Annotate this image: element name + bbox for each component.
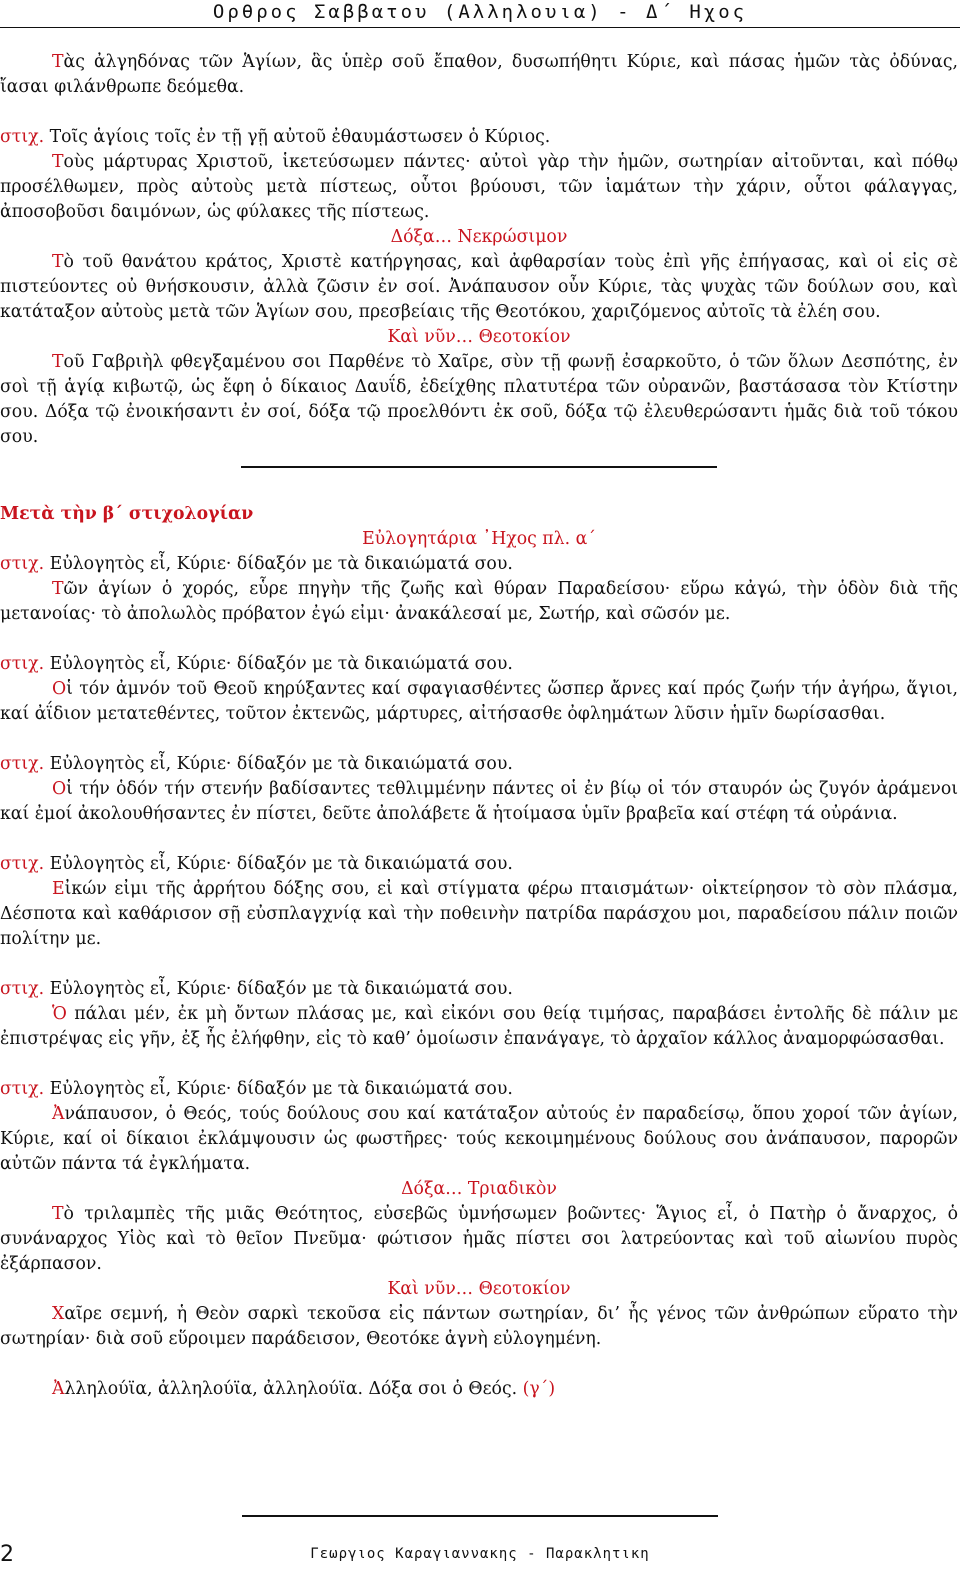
verse-prefix: στιχ. (0, 854, 45, 874)
verse-prefix: στιχ. (0, 1079, 45, 1099)
alleluia-line (0, 1377, 958, 1402)
verse-text: Εὐλογητὸς εἶ, Κύριε· δίδαξόν με τὰ δικαιώματά σου. (44, 654, 513, 674)
drop-initial: Τ (52, 352, 64, 372)
troparion (0, 1302, 958, 1352)
repeat-marker: (γ΄) (522, 1379, 556, 1399)
verse-line (0, 852, 958, 877)
spacer (0, 1352, 958, 1377)
drop-initial: Τ (52, 52, 64, 72)
section-heading: Εὐλογητάρια ᾿Ηχος πλ. α΄ (362, 529, 596, 549)
verse-prefix: στιχ. (0, 554, 45, 574)
troparion (0, 777, 958, 827)
verse-prefix: στιχ. (0, 754, 45, 774)
verse-prefix: στιχ. (0, 654, 45, 674)
verse-line (0, 552, 958, 577)
troparion-text: λληλούϊα, ἀλληλούϊα, ἀλληλούϊα. Δόξα σοι ὁ Θεός. (64, 1379, 523, 1399)
troparion-text: αῖρε σεμνή, ἡ Θεὸν σαρκὶ τεκοῦσα εἰς πάντων σωτηρίαν, δι’ ἧς γένος τῶν ἀνθρώπων εὕρατο τὴν σωτηρίαν· διὰ σοῦ εὕροιμεν παράδεισον, Θεοτόκε ἁγνὴ εὐλογημένη. (0, 1304, 958, 1349)
troparion (0, 1002, 958, 1052)
verse-line (0, 1077, 958, 1102)
troparion (0, 1202, 958, 1277)
troparion-text: ἰκών εἰμι τῆς ἀρρήτου δόξης σου, εἰ καὶ στίγματα φέρω πταισμάτων· οἰκτείρησον τὸ σὸν πλάσμα, Δέσποτα καὶ καθάρισον σῇ εὐσπλαγχνίᾳ καὶ τὴν ποθεινὴν πατρίδα παράσχου μοι, παραδείσου πάλιν ποιῶν πολίτην με. (0, 879, 958, 949)
section-separator (241, 466, 717, 468)
spacer (0, 952, 958, 977)
drop-initial: Ο (52, 679, 67, 699)
section-heading: Καὶ νῦν… Θεοτοκίον (387, 327, 571, 347)
troparion (0, 250, 958, 325)
drop-initial: Τ (52, 579, 64, 599)
spacer (0, 627, 958, 652)
verse-text: Τοῖς ἁγίοις τοῖς ἐν τῇ γῇ αὐτοῦ ἐθαυμάστωσεν ὁ Κύριος. (44, 127, 551, 147)
verse-line (0, 125, 958, 150)
troparion-text: ὰς ἀλγηδόνας τῶν Ἁγίων, ἃς ὑπὲρ σοῦ ἔπαθον, δυσωπήθητι Κύριε, καὶ πάσας ἡμῶν τὰς ὀδύνας, ἴασαι φιλάνθρωπε δεόμεθα. (0, 52, 958, 97)
verse-line (0, 977, 958, 1002)
troparion (0, 577, 958, 627)
troparion-text: νάπαυσον, ὁ Θεός, τούς δούλους σου καί κατάταξον αὐτούς ἐν παραδείσῳ, ὅπου χοροί τῶν ἁγίων, Κύριε, καί οἱ δίκαιοι ἐκλάμψουσιν ὡς φωστῆρες· τούς κεκοιμημένους δούλους σου ἀνάπαυσον, παρορῶν αὐτῶν πάντα τά ἐγκλήματα. (0, 1104, 958, 1174)
troparion (0, 877, 958, 952)
drop-initial: Ἀ (52, 1104, 65, 1124)
header-rule (0, 27, 960, 28)
drop-initial: Τ (52, 252, 64, 272)
drop-initial: Τ (52, 1204, 64, 1224)
troparion (0, 50, 958, 100)
section-heading: Καὶ νῦν… Θεοτοκίον (387, 1279, 571, 1299)
drop-initial: Ε (52, 879, 65, 899)
troparion-text: ὸ τοῦ θανάτου κράτος, Χριστὲ κατήργησας, καὶ ἀφθαρσίαν τοὺς ἐπὶ γῆς ἐπήγασας, καὶ οἱ εἰς σὲ πιστεύοντες οὐ θνήσκουσιν, ἀλλὰ ζῶσιν ἐν σοί. Ἀνάπαυσον οὖν Κύριε, τὰς ψυχὰς τῶν δούλων σου, καὶ κατάταξον αὐτοὺς μετὰ τῶν Ἁγίων σου, πρεσβείαις τῆς Θεοτόκου, χαριζόμενος αὐτοῖς τὰ ἐλέη σου. (0, 252, 958, 322)
troparion-text: πάλαι μέν, ἐκ μὴ ὄντων πλάσας με, καὶ εἰκόνι σου θείᾳ τιμήσας, παραβάσει ἐντολῆς δὲ πάλιν με ἐπιστρέψας εἰς γῆν, ἐξ ἧς ἐλήφθην, εἰς τὸ καθ’ ὁμοίωσιν ἐπανάγαγε, τὸ ἀρχαῖον κάλλος ἀναμορφώσασθαι. (0, 1004, 958, 1049)
verse-prefix: στιχ. (0, 979, 45, 999)
verse-line (0, 752, 958, 777)
drop-initial: Ἀ (52, 1379, 65, 1399)
troparion-text: ἱ τήν ὁδόν τήν στενήν βαδίσαντες τεθλιμμένην πάντες οἱ ἐν βίῳ οἱ τόν σταυρόν ὡς ζυγόν ἀράμενοι καί ἐμοί ἀκολουθήσαντες ἐν πίστει, δεῦτε ἀπολάβετε ἅ ἡτοίμασα ὑμῖν βραβεῖα καί στέφη τά οὐράνια. (0, 779, 958, 824)
troparion-text: ἱ τόν ἀμνόν τοῦ Θεοῦ κηρύξαντες καί σφαγιασθέντες ὥσπερ ἄρνες καί πρός ζωήν τήν ἀγήρω, ἅγιοι, καί ἀΐδιον μετατεθέντες, τοῦτον ἐκτενῶς, μάρτυρες, αἰτήσασθε ὀφλημάτων λῦσιν ἡμῖν δωρίσασθαι. (0, 679, 958, 724)
troparion (0, 1102, 958, 1177)
verse-text: Εὐλογητὸς εἶ, Κύριε· δίδαξόν με τὰ δικαιώματά σου. (44, 854, 513, 874)
troparion (0, 677, 958, 727)
drop-initial: Τ (52, 152, 64, 172)
page-footer: Γεωργιος Καραγιαννακης - Παρακλητικη (310, 1546, 650, 1562)
troparion-text: οὺς μάρτυρας Χριστοῦ, ἱκετεύσωμεν πάντες· αὐτοὶ γὰρ τὴν ἡμῶν, σωτηρίαν αἰτοῦνται, καὶ πόθῳ προσέλθωμεν, πρὸς αὐτοὺς μετὰ πίστεως, οὗτοι βρύουσι, τῶν ἰαμάτων τὴν χάριν, οὗτοι φάλαγγας, ἀποσοβοῦσι δαιμόνων, ὡς φύλακες τῆς πίστεως. (0, 152, 958, 222)
troparion (0, 350, 958, 450)
verse-prefix: στιχ. (0, 127, 45, 147)
page-number: 2 (0, 1542, 14, 1567)
troparion (0, 150, 958, 225)
section-heading: Δόξα… Νεκρώσιμον (390, 227, 568, 247)
drop-initial: Ο (52, 779, 67, 799)
verse-text: Εὐλογητὸς εἶ, Κύριε· δίδαξόν με τὰ δικαιώματά σου. (44, 1079, 513, 1099)
verse-text: Εὐλογητὸς εἶ, Κύριε· δίδαξόν με τὰ δικαιώματά σου. (44, 754, 513, 774)
section-heading: Δόξα… Τριαδικὸν (401, 1179, 557, 1199)
drop-initial: Χ (52, 1304, 65, 1324)
troparion-text: οῦ Γαβριὴλ φθεγξαμένου σοι Παρθένε τὸ Χαῖρε, σὺν τῇ φωνῇ ἐσαρκοῦτο, ὁ τῶν ὅλων Δεσπότης, ἐν σοὶ τῇ ἁγίᾳ κιβωτῷ, ὡς ἔφη ὁ δίκαιος Δαυΐδ, ἐδείχθης πλατυτέρα τῶν οὐρανῶν, βαστάσασα τὸν Κτίστην σου. Δόξα τῷ ἐνοικήσαντι ἐν σοί, δόξα τῷ προελθόντι ἐκ σοῦ, δόξα τῷ ἐλευθερώσαντι ἡμᾶς διὰ τοῦ τόκου σου. (0, 352, 958, 447)
verse-text: Εὐλογητὸς εἶ, Κύριε· δίδαξόν με τὰ δικαιώματά σου. (44, 554, 513, 574)
verse-text: Εὐλογητὸς εἶ, Κύριε· δίδαξόν με τὰ δικαιώματά σου. (44, 979, 513, 999)
spacer (0, 100, 958, 125)
section-title: Μετὰ τὴν β΄ στιχολογίαν (0, 504, 254, 524)
drop-initial: Ὁ (52, 1004, 67, 1024)
footer-rule (242, 1515, 718, 1517)
troparion-text: ὸ τριλαμπὲς τῆς μιᾶς Θεότητος, εὐσεβῶς ὑμνήσωμεν βοῶντες· Ἅγιος εἶ, ὁ Πατὴρ ὁ ἄναρχος, ὁ συνάναρχος Υἱὸς καὶ τὸ θεῖον Πνεῦμα· φώτισον ἡμᾶς πίστει σοι λατρεύοντας καὶ τοῦ αἰωνίου πυρὸς ἐξάρπασον. (0, 1204, 958, 1274)
page-header: Ορθρος Σαββατου (Αλληλουια) - Δ΄ Ηχος (212, 1, 748, 23)
page-content (0, 50, 958, 1402)
spacer (0, 827, 958, 852)
spacer (0, 1052, 958, 1077)
spacer (0, 727, 958, 752)
verse-line (0, 652, 958, 677)
troparion-text: ῶν ἁγίων ὁ χορός, εὗρε πηγὴν τῆς ζωῆς καὶ θύραν Παραδείσου· εὕρω κἀγώ, τὴν ὁδὸν διὰ τῆς μετανοίας· τὸ ἀπολωλὸς πρόβατον ἐγώ εἰμι· ἀνακάλεσαί με, Σωτήρ, καὶ σῶσόν με. (0, 579, 958, 624)
